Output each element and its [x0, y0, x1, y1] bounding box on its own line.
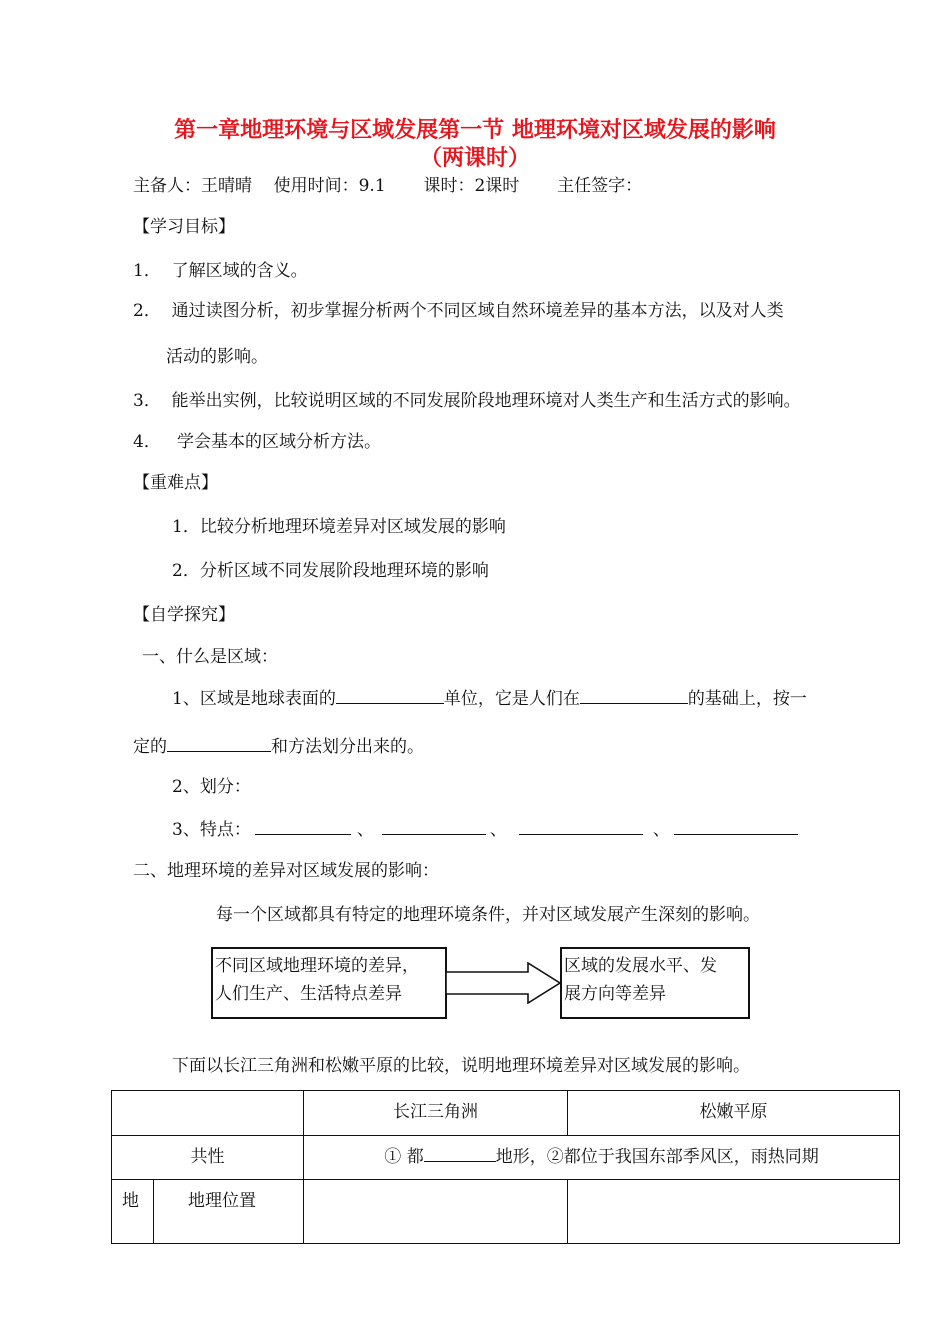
flow-left-line2: 人们生产、生活特点差异	[215, 984, 402, 1004]
cell-location-songnen[interactable]	[568, 1180, 900, 1244]
question-2: 2、划分：	[172, 777, 251, 797]
comparison-table	[111, 1090, 900, 1244]
fill-blank[interactable]	[382, 833, 486, 835]
objectives-heading	[133, 212, 235, 237]
table-row-location	[112, 1180, 900, 1244]
objective-4: 4． 学会基本的区域分析方法。	[133, 432, 382, 452]
meta-info: 主备人：王晴晴 使用时间：9.1 课时：2课时 主任签字：	[133, 176, 643, 196]
fill-blank[interactable]	[674, 833, 798, 835]
q3-sep: 、	[652, 820, 670, 840]
table-header-row	[112, 1091, 900, 1136]
flow-right-line2: 展方向等差异	[564, 984, 666, 1004]
objective-2-cont: 活动的影响。	[166, 347, 268, 367]
cell-location-changjiang[interactable]	[304, 1180, 568, 1244]
flow-arrow-icon	[446, 962, 562, 1004]
q1-text-d: 定的	[133, 737, 167, 757]
objective-1: 1． 了解区域的含义。	[133, 261, 308, 281]
table-corner-cell	[112, 1091, 304, 1136]
q1-text-a: 1、区域是地球表面的	[172, 689, 336, 709]
q3-label: 3、特点：	[172, 820, 251, 840]
column-header-changjiang: 长江三角洲	[304, 1091, 568, 1136]
objective-2: 2． 通过读图分析，初步掌握分析两个不同区域自然环境差异的基本方法，以及对人类	[133, 301, 784, 321]
q3-sep: 、	[489, 820, 507, 840]
section-1-heading: 一、什么是区域：	[142, 647, 278, 667]
key-point-2: 2．分析区域不同发展阶段地理环境的影响	[172, 561, 489, 581]
q1-text-e: 和方法划分出来的。	[271, 737, 424, 757]
flow-box-left	[211, 947, 447, 1019]
key-point-1: 1．比较分析地理环境差异对区域发展的影响	[172, 517, 506, 537]
fill-blank[interactable]	[424, 1160, 496, 1162]
section-2-heading: 二、地理环境的差异对区域发展的影响：	[133, 861, 439, 881]
section-2-paragraph: 每一个区域都具有特定的地理环境条件，并对区域发展产生深刻的影响。	[216, 905, 760, 925]
q1-text-b: 单位，它是人们在	[443, 689, 580, 709]
q1-text-c: 的基础上，按一	[687, 689, 807, 709]
row-group-label: 地	[112, 1180, 154, 1244]
row-label-location: 地理位置	[154, 1180, 304, 1244]
question-3	[172, 815, 798, 840]
comparison-intro: 下面以长江三角洲和松嫩平原的比较，说明地理环境差异对区域发展的影响。	[172, 1056, 750, 1076]
row-common-content	[304, 1136, 900, 1180]
document-title-line2: （两课时）	[419, 145, 530, 171]
fill-blank[interactable]	[519, 833, 643, 835]
fill-blank[interactable]	[255, 833, 351, 835]
flow-box-right	[560, 947, 750, 1019]
fill-blank[interactable]	[336, 702, 444, 704]
question-1-line2	[133, 732, 424, 757]
flow-right-line1: 区域的发展水平、发	[564, 956, 717, 976]
flow-left-line1: 不同区域地理环境的差异，	[215, 956, 419, 976]
common-text-b: 地形，②都位于我国东部季风区，雨热同期	[495, 1147, 819, 1167]
question-1-line1	[172, 684, 807, 709]
common-text-a: ① 都	[384, 1147, 424, 1167]
self-study-heading: 【自学探究】	[133, 605, 235, 625]
objectives-heading-text: 【学习目标】	[133, 217, 235, 237]
column-header-songnen: 松嫩平原	[568, 1091, 900, 1136]
q3-sep: 、	[356, 820, 374, 840]
document-title-line1: 第一章地理环境与区域发展第一节 地理环境对区域发展的影响	[174, 117, 776, 143]
row-label-common: 共性	[112, 1136, 304, 1180]
table-row-common	[112, 1136, 900, 1180]
objective-3: 3． 能举出实例，比较说明区域的不同发展阶段地理环境对人类生产和生活方式的影响。	[133, 391, 801, 411]
fill-blank[interactable]	[167, 750, 271, 752]
fill-blank[interactable]	[580, 702, 688, 704]
key-points-heading: 【重难点】	[133, 473, 218, 493]
